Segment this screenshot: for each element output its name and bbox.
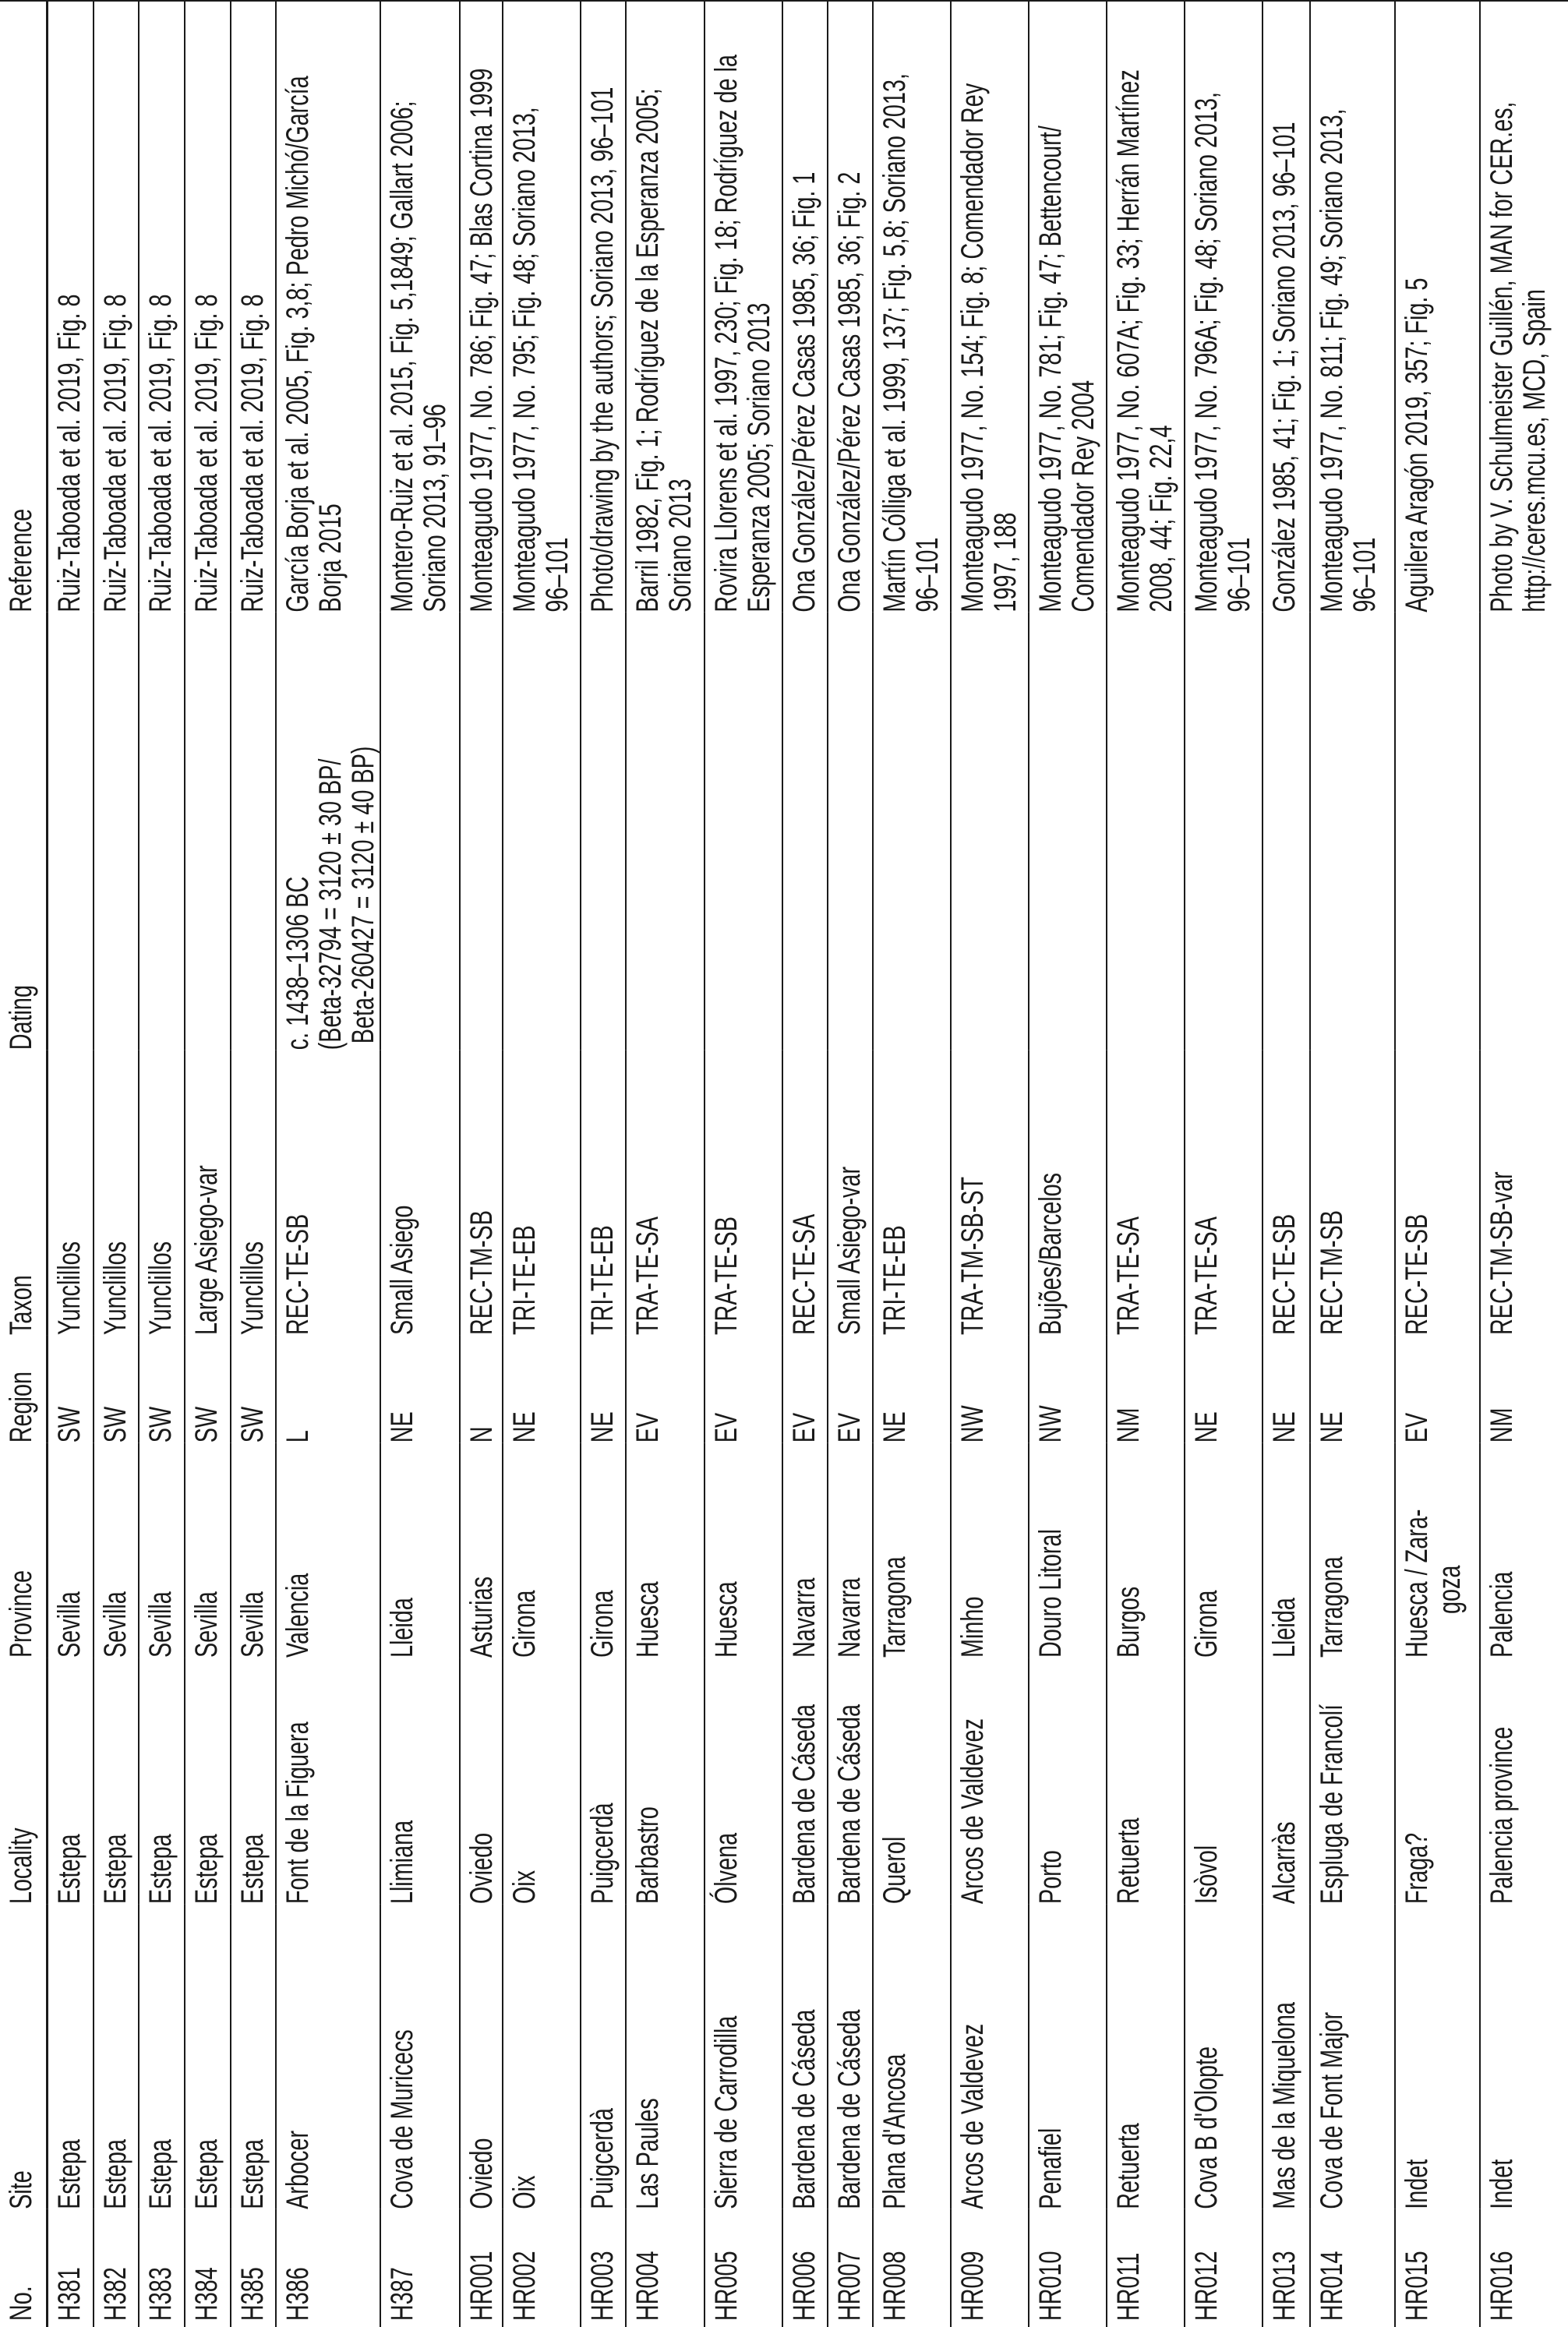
cell-dating (873, 613, 951, 1051)
cell-province: Navarra (832, 1577, 867, 1658)
cell-region: NE (878, 1411, 912, 1443)
cell-province: Douro Litoral (1033, 1529, 1068, 1658)
column-header-site: Site (4, 2170, 38, 2209)
cell-region: SW (51, 1406, 87, 1443)
cell-locality: Ólvena (709, 1832, 743, 1905)
cell-locality: Alcarràs (1267, 1821, 1301, 1905)
cell-no: H384 (189, 2267, 224, 2322)
cell-locality: Palencia province (1485, 1726, 1519, 1905)
table-row (828, 0, 873, 2327)
cell-reference: Aguilera Aragón 2019, 357; Fig. 5 (1400, 277, 1434, 613)
cell-region: SW (189, 1406, 224, 1443)
cell-dating (581, 613, 626, 1051)
table-row (1185, 0, 1263, 2327)
table-header (0, 0, 47, 2327)
cell-region: NM (1485, 1407, 1519, 1443)
cell-site: Indet (1485, 2159, 1519, 2209)
cell-province: Burgos (1111, 1586, 1146, 1658)
cell-province: Sevilla (51, 1591, 87, 1658)
cell-reference: González 1985, 41; Fig. 1; Soriano 2013, 96–101 (1267, 122, 1301, 613)
cell-no: HR011 (1111, 2252, 1146, 2322)
cell-no: HR008 (878, 2251, 912, 2322)
cell-site: Arbocer (281, 2130, 315, 2209)
cell-locality: Retuerta (1111, 1817, 1146, 1905)
table-row (380, 0, 460, 2327)
cell-dating (185, 613, 231, 1051)
table-row (1029, 0, 1107, 2327)
cell-no: HR015 (1400, 2251, 1434, 2322)
cell-province: Palencia (1485, 1571, 1519, 1658)
cell-dating (1029, 613, 1107, 1051)
cell-site: Puigcerdà (585, 2108, 620, 2209)
cell-taxon: TRA-TE-SA (1111, 1216, 1146, 1336)
cell-site: Estepa (189, 2139, 224, 2209)
cell-dating (380, 613, 460, 1051)
cell-region: EV (709, 1412, 743, 1443)
column-header-dating: Dating (4, 985, 38, 1051)
cell-province: Girona (585, 1590, 620, 1658)
table-row (1310, 0, 1395, 2327)
cell-site: Arcos de Valdevez (955, 2023, 990, 2209)
cell-province: Sevilla (143, 1591, 178, 1658)
cell-dating (47, 613, 94, 1051)
cell-dating (231, 613, 276, 1051)
cell-taxon: Yunclillos (51, 1241, 87, 1336)
cell-province: Girona (1189, 1590, 1224, 1658)
cell-taxon: REC-TE-SA (787, 1213, 821, 1336)
cell-no: HR016 (1485, 2251, 1519, 2322)
cell-site: Penafiel (1033, 2127, 1068, 2209)
cell-reference: Martín Cólliga et al. 1999, 137; Fig. 5,8; Soriano 2013, 96–101 (878, 73, 945, 613)
cell-province: Navarra (787, 1577, 821, 1658)
table-row (782, 0, 828, 2327)
cell-taxon: Yunclillos (143, 1241, 178, 1336)
cell-taxon: TRI-TE-EB (585, 1225, 620, 1336)
cell-site: Sierra de Carrodilla (709, 2015, 743, 2209)
cell-locality: Estepa (189, 1834, 224, 1905)
cell-dating (503, 613, 581, 1051)
cell-taxon: TRI-TE-EB (878, 1225, 912, 1336)
table-row (1263, 0, 1310, 2327)
cell-province: Valencia (281, 1573, 315, 1658)
cell-dating (951, 613, 1029, 1051)
cell-dating (1480, 613, 1568, 1051)
table-row (47, 0, 94, 2327)
cell-no: H381 (51, 2267, 87, 2322)
cell-taxon: Large Asiego-var (189, 1165, 224, 1336)
cell-locality: Estepa (98, 1834, 132, 1905)
cell-no: H386 (281, 2267, 315, 2322)
cell-province: Lleida (385, 1598, 419, 1658)
cell-dating (1310, 613, 1395, 1051)
column-header-locality: Locality (4, 1827, 38, 1905)
cell-reference: Monteagudo 1977, No. 607A; Fig. 33; Herrán Martínez 2008, 44; Fig. 22,4 (1111, 69, 1178, 613)
cell-taxon: REC-TE-SB (1267, 1213, 1301, 1336)
cell-no: HR013 (1267, 2251, 1301, 2322)
cell-locality: Estepa (235, 1834, 270, 1905)
table-row (581, 0, 626, 2327)
cell-dating (1185, 613, 1263, 1051)
cell-locality: Estepa (143, 1834, 178, 1905)
cell-taxon: TRA-TE-SA (630, 1216, 665, 1336)
table-row (951, 0, 1029, 2327)
cell-taxon: REC-TM-SB (1315, 1210, 1349, 1336)
header-row (0, 0, 47, 2327)
cell-taxon: Small Asiego-var (832, 1166, 867, 1336)
table-body (47, 0, 1568, 2327)
cell-region: SW (98, 1406, 132, 1443)
cell-site: Plana d'Ancosa (878, 2053, 912, 2209)
cell-locality: Estepa (51, 1834, 87, 1905)
cell-site: Oviedo (464, 2138, 499, 2209)
column-header-region: Region (4, 1372, 38, 1443)
table-row (503, 0, 581, 2327)
cell-reference: Ona González/Pérez Casas 1985, 36; Fig. 1 (787, 171, 821, 613)
cell-locality: Font de la Figuera (281, 1721, 315, 1905)
cell-region: N (464, 1426, 499, 1443)
cell-dating (705, 613, 782, 1051)
cell-reference: Ruiz-Taboada et al. 2019, Fig. 8 (98, 294, 132, 613)
cell-locality: Oix (507, 1870, 542, 1905)
cell-no: H387 (385, 2267, 419, 2322)
cell-site: Bardena de Cáseda (832, 2009, 867, 2209)
cell-no: H385 (235, 2267, 270, 2322)
cell-reference: Rovira Llorens et al. 1997, 230; Fig. 18; Rodríguez de la Esperanza 2005; Soriano 2013 (709, 55, 776, 613)
cell-province: Sevilla (189, 1591, 224, 1658)
cell-site: Estepa (143, 2139, 178, 2209)
cell-province: Huesca / Zara- goza (1400, 1509, 1467, 1658)
cell-reference: Monteagudo 1977, No. 811; Fig. 49; Soriano 2013, 96–101 (1315, 108, 1382, 613)
cell-reference: Photo/drawing by the authors; Soriano 2013, 96–101 (585, 87, 620, 613)
cell-province: Tarragona (878, 1556, 912, 1658)
cell-taxon: TRA-TE-SA (1189, 1216, 1224, 1336)
table-row (231, 0, 276, 2327)
cell-region: NE (1267, 1411, 1301, 1443)
cell-site: Indet (1400, 2159, 1434, 2209)
cell-reference: Ruiz-Taboada et al. 2019, Fig. 8 (51, 294, 87, 613)
cell-dating (94, 613, 139, 1051)
cell-dating (1107, 613, 1185, 1051)
cell-dating: c. 1438–1306 BC (Beta-32794 = 3120 ± 30 BP/ Beta-260427 = 3120 ± 40 BP) (281, 746, 380, 1051)
cell-locality: Fraga? (1400, 1832, 1434, 1905)
cell-site: Mas de la Miquelona (1267, 2002, 1301, 2209)
cell-no: H382 (98, 2267, 132, 2322)
cell-dating (139, 613, 185, 1051)
cell-taxon: Yunclillos (235, 1241, 270, 1336)
cell-no: HR003 (585, 2251, 620, 2322)
column-header-taxon: Taxon (4, 1275, 38, 1336)
cell-no: HR004 (630, 2251, 665, 2322)
cell-region: NW (1033, 1405, 1068, 1443)
cell-region: NE (507, 1411, 542, 1443)
cell-taxon: REC-TE-SB (1400, 1213, 1434, 1336)
cell-region: SW (143, 1406, 178, 1443)
cell-no: HR002 (507, 2251, 542, 2322)
cell-locality: Bardena de Cáseda (832, 1704, 867, 1905)
cell-taxon: Small Asiego (385, 1205, 419, 1336)
cell-reference: Monteagudo 1977, No. 154; Fig. 8; Comendador Rey 1997, 188 (955, 83, 1022, 613)
column-header-province: Province (4, 1570, 38, 1658)
table-row (1480, 0, 1568, 2327)
cell-taxon: TRA-TM-SB-ST (955, 1176, 990, 1336)
cell-site: Retuerta (1111, 2123, 1146, 2209)
table-row (873, 0, 951, 2327)
cell-region: EV (787, 1412, 821, 1443)
cell-no: HR010 (1033, 2251, 1068, 2322)
cell-reference: Ruiz-Taboada et al. 2019, Fig. 8 (189, 294, 224, 613)
cell-dating (828, 613, 873, 1051)
column-header-no: No. (4, 2286, 38, 2322)
cell-locality: Bardena de Cáseda (787, 1704, 821, 1905)
cell-locality: Arcos de Valdevez (955, 1718, 990, 1905)
cell-reference: Monteagudo 1977, No. 795; Fig. 48; Soriano 2013, 96–101 (507, 107, 574, 613)
cell-taxon: Bujões/Barcelos (1033, 1172, 1068, 1336)
cell-taxon: TRA-TE-SB (709, 1216, 743, 1336)
cell-reference: Ruiz-Taboada et al. 2019, Fig. 8 (235, 294, 270, 613)
cell-dating (782, 613, 828, 1051)
cell-region: L (281, 1430, 315, 1443)
cell-no: HR007 (832, 2251, 867, 2322)
cell-locality: Espluga de Francolí (1315, 1704, 1349, 1905)
cell-no: HR012 (1189, 2251, 1224, 2322)
cell-no: HR009 (955, 2251, 990, 2322)
cell-province: Asturias (464, 1577, 499, 1658)
cell-site: Oix (507, 2175, 542, 2209)
cell-reference: Monteagudo 1977, No. 781; Fig. 47; Bettencourt/ Comendador Rey 2004 (1033, 125, 1100, 613)
cell-province: Minho (955, 1596, 990, 1658)
table-row (705, 0, 782, 2327)
cell-taxon: Yunclillos (98, 1241, 132, 1336)
cell-region: EV (1400, 1412, 1434, 1443)
cell-reference: García Borja et al. 2005, Fig. 3,8; Pedro Michó/García Borja 2015 (281, 76, 348, 613)
cell-dating (460, 613, 503, 1051)
cell-province: Huesca (709, 1581, 743, 1658)
cell-region: NW (955, 1405, 990, 1443)
cell-locality: Porto (1033, 1850, 1068, 1905)
cell-site: Cova de Font Major (1315, 2011, 1349, 2209)
cell-region: NE (585, 1411, 620, 1443)
cell-locality: Puigcerdà (585, 1803, 620, 1905)
cell-dating (1395, 613, 1480, 1051)
table-row (94, 0, 139, 2327)
cell-region: NE (1189, 1411, 1224, 1443)
table-row (626, 0, 705, 2327)
cell-site: Cova B d'Olopte (1189, 2046, 1224, 2209)
cell-site: Cova de Muricecs (385, 2029, 419, 2209)
cell-site: Las Paules (630, 2098, 665, 2209)
cell-locality: Isòvol (1189, 1845, 1224, 1905)
table-row (276, 0, 380, 2327)
cell-site: Estepa (98, 2139, 132, 2209)
cell-reference: Ona González/Pérez Casas 1985, 36; Fig. 2 (832, 171, 867, 613)
cell-dating (626, 613, 705, 1051)
table-row (185, 0, 231, 2327)
cell-province: Sevilla (235, 1591, 270, 1658)
cell-region: NE (385, 1411, 419, 1443)
cell-reference: Montero-Ruiz et al. 2015, Fig. 5,1849; Gallart 2006; Soriano 2013, 91–96 (385, 101, 452, 613)
cell-reference: Photo by V. Schulmeister Guillén, MAN for CER.es, http://ceres.mcu.es, MCD, Spain (1485, 101, 1552, 613)
cell-taxon: REC-TE-SB (281, 1213, 315, 1336)
cell-province: Huesca (630, 1581, 665, 1658)
cell-locality: Querol (878, 1836, 912, 1905)
cell-reference: Monteagudo 1977, No. 796A; Fig. 48; Soriano 2013, 96–101 (1189, 92, 1256, 613)
cell-region: EV (630, 1412, 665, 1443)
table-row (1395, 0, 1480, 2327)
cell-no: HR014 (1315, 2251, 1349, 2322)
cell-province: Lleida (1267, 1598, 1301, 1658)
cell-region: NM (1111, 1407, 1146, 1443)
cell-region: NE (1315, 1411, 1349, 1443)
cell-taxon: REC-TM-SB (464, 1210, 499, 1336)
cell-no: HR001 (464, 2251, 499, 2322)
table-row (1107, 0, 1185, 2327)
cell-no: HR006 (787, 2251, 821, 2322)
cell-reference: Ruiz-Taboada et al. 2019, Fig. 8 (143, 294, 178, 613)
cell-dating (1263, 613, 1310, 1051)
cell-taxon: TRI-TE-EB (507, 1225, 542, 1336)
cell-reference: Monteagudo 1977, No. 786; Fig. 47; Blas Cortina 1999 (464, 68, 499, 613)
cell-no: HR005 (709, 2251, 743, 2322)
cell-region: EV (832, 1412, 867, 1443)
cell-locality: Llimiana (385, 1820, 419, 1905)
cell-locality: Barbastro (630, 1806, 665, 1905)
cell-no: H383 (143, 2267, 178, 2322)
column-header-reference: Reference (4, 508, 38, 613)
cell-site: Estepa (235, 2139, 270, 2209)
cell-site: Bardena de Cáseda (787, 2009, 821, 2209)
cell-locality: Oviedo (464, 1832, 499, 1905)
cell-reference: Barril 1982, Fig. 1; Rodríguez de la Esperanza 2005; Soriano 2013 (630, 88, 697, 613)
cell-taxon: REC-TM-SB-var (1485, 1171, 1519, 1336)
cell-site: Estepa (51, 2139, 87, 2209)
cell-region: SW (235, 1406, 270, 1443)
cell-province: Girona (507, 1590, 542, 1658)
table-row (139, 0, 185, 2327)
table-row (460, 0, 503, 2327)
cell-province: Sevilla (98, 1591, 132, 1658)
cell-province: Tarragona (1315, 1556, 1349, 1658)
